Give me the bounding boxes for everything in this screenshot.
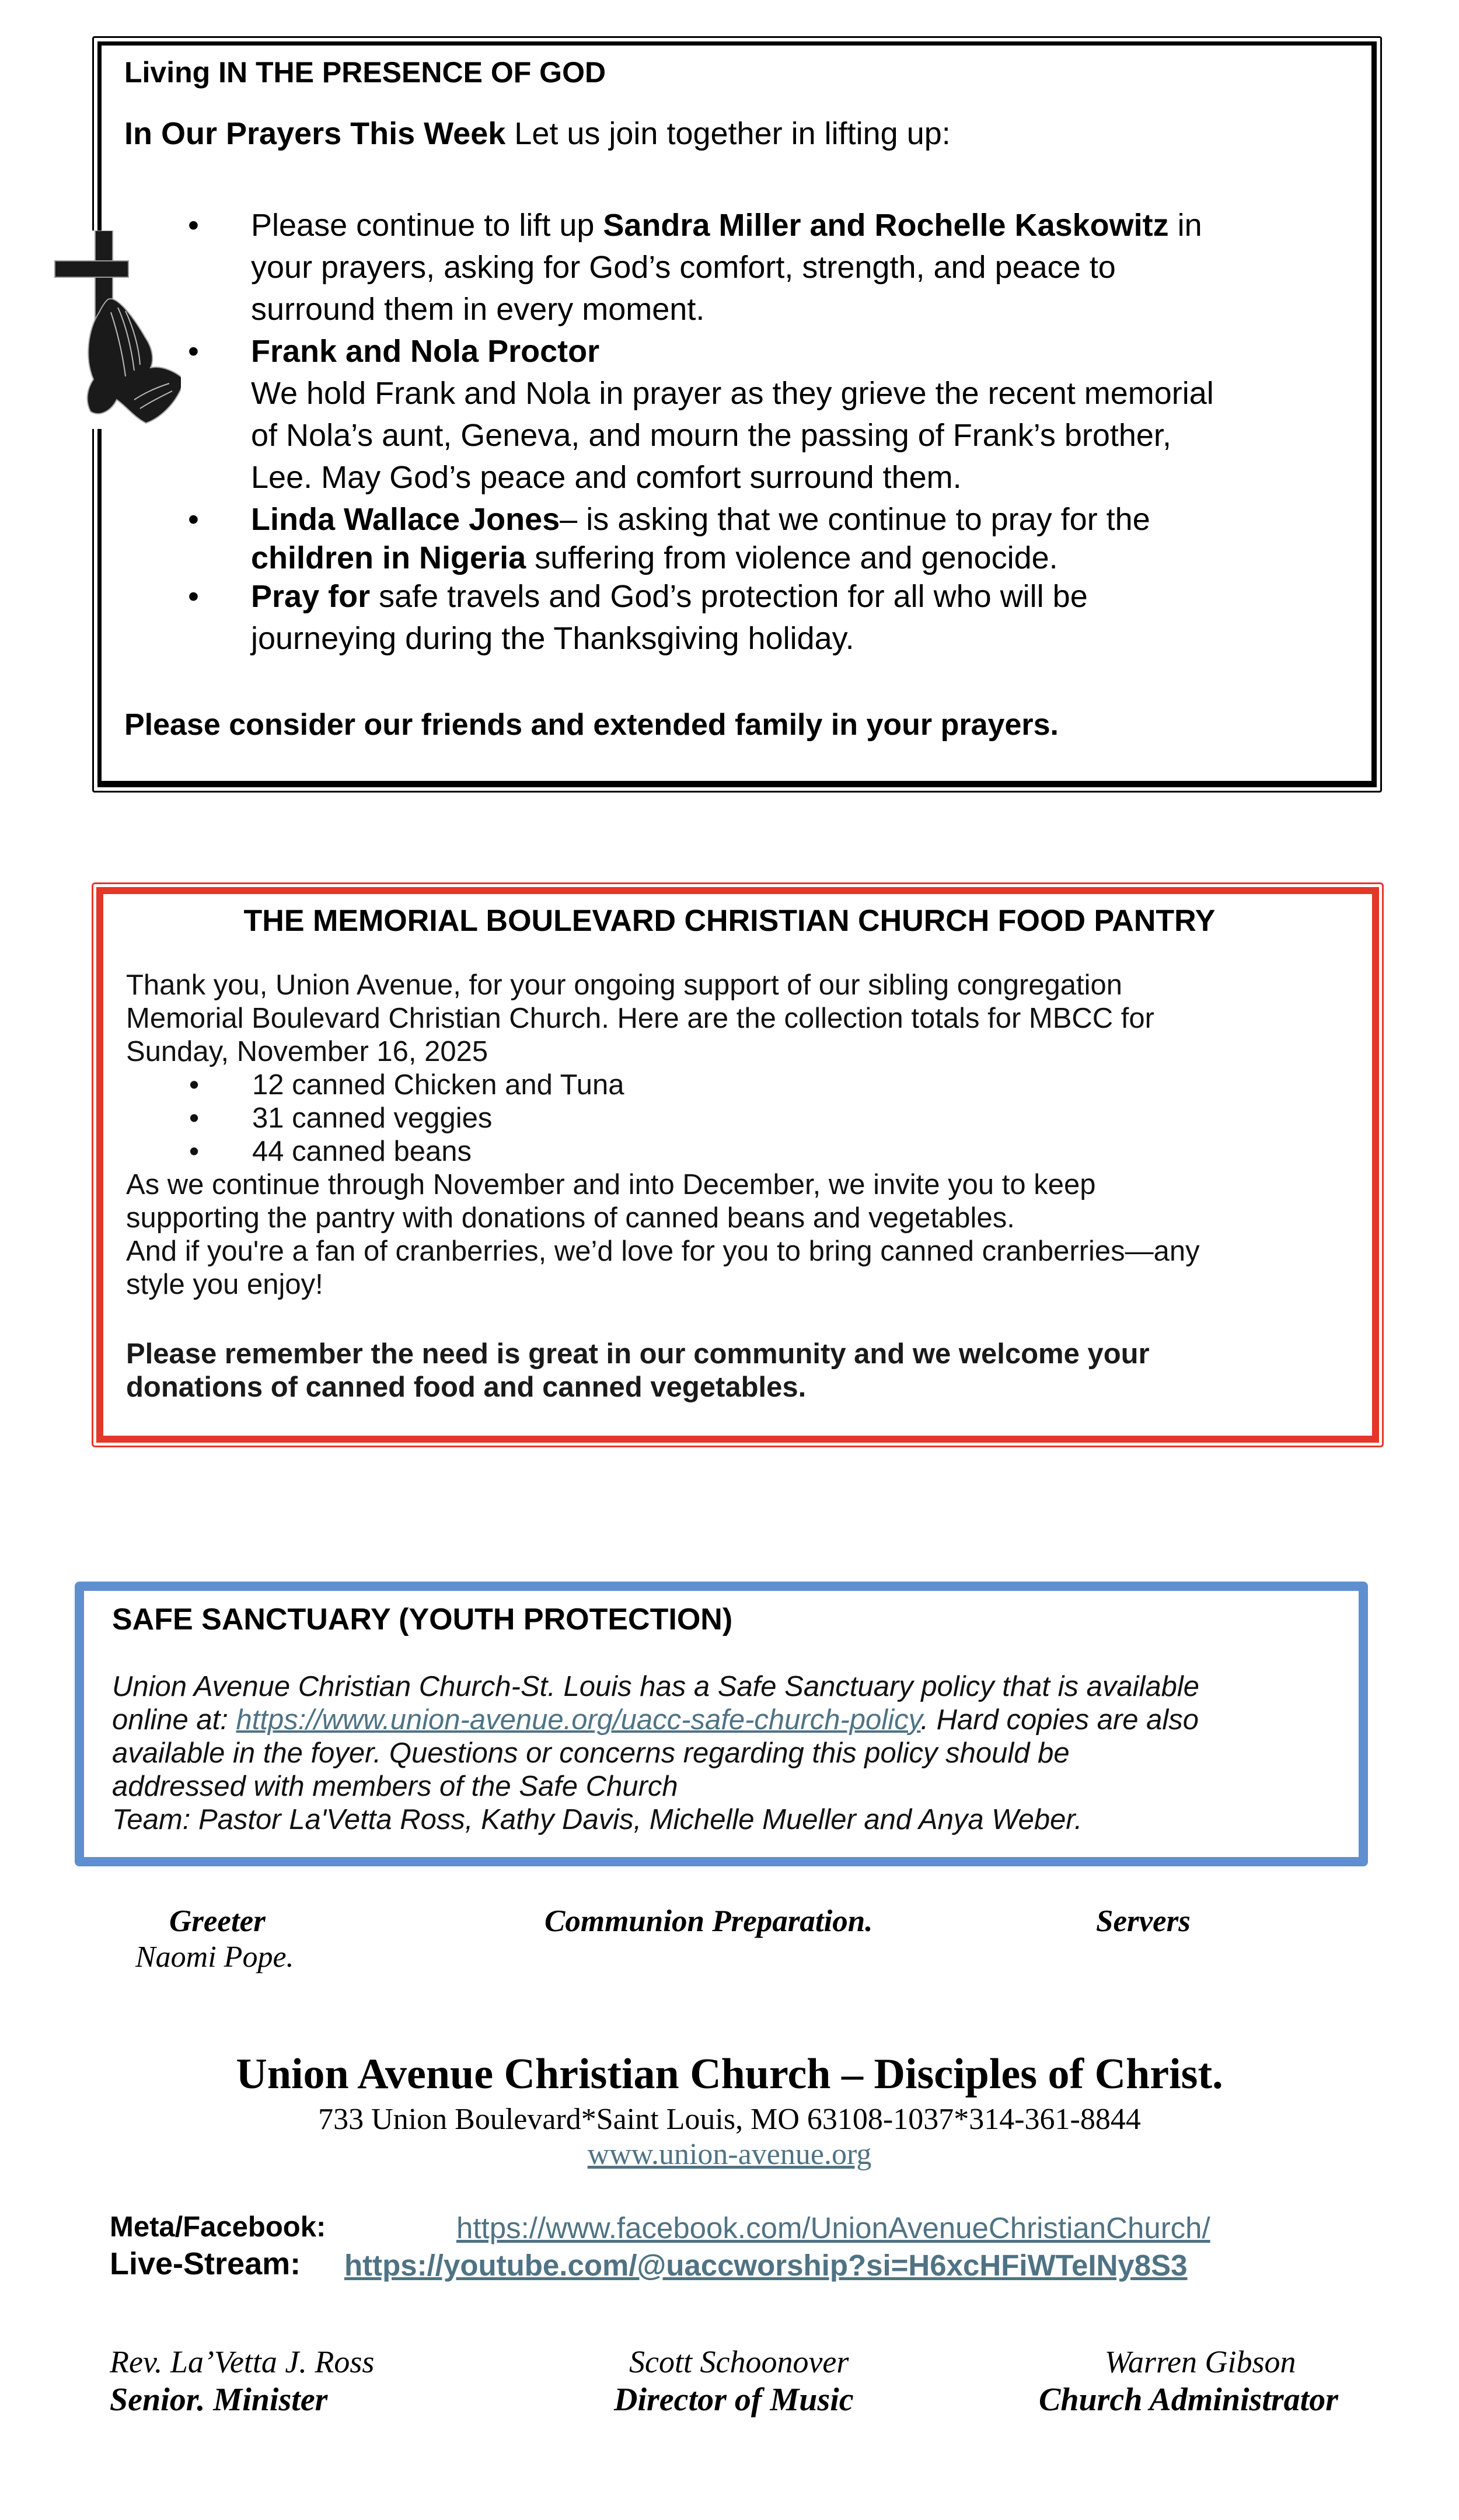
prayer-section-title: Living IN THE PRESENCE OF GOD bbox=[124, 56, 606, 89]
food-pantry-text: And if you're a fan of cranberries, we’d love for you to bring canned cranberries—any bbox=[126, 1235, 1200, 1267]
collection-totals-list bbox=[126, 1069, 1340, 1168]
communion-preparation-label: Communion Preparation. bbox=[544, 1904, 873, 1938]
cross-praying-hands-icon bbox=[53, 231, 181, 429]
staff-title-administrator: Church Administrator bbox=[1039, 2382, 1339, 2418]
collection-date: Sunday, November 16, 2025 bbox=[126, 1036, 488, 1067]
food-pantry-text: As we continue through November and into December, we invite you to keep bbox=[126, 1169, 1096, 1200]
bullet: • bbox=[188, 208, 199, 243]
bullet: • bbox=[189, 1069, 200, 1101]
food-pantry-text: Memorial Boulevard Christian Church. Here are the collection totals for MBCC for bbox=[126, 1003, 1154, 1034]
safe-sanctuary-text: Union Avenue Christian Church-St. Louis has a Safe Sanctuary policy that is available bbox=[112, 1671, 1200, 1702]
safe-sanctuary-text: online at: bbox=[112, 1704, 236, 1736]
prayer-item-text: We hold Frank and Nola in prayer as they grieve the recent memorial bbox=[251, 376, 1214, 411]
prayer-item-text: safe travels and God’s protection for all who will be bbox=[370, 579, 1088, 614]
staff-title-minister: Senior. Minister bbox=[110, 2382, 328, 2418]
safe-sanctuary-text: available in the foyer. Questions or concerns regarding this policy should be bbox=[112, 1737, 1070, 1769]
church-name: Union Avenue Christian Church – Disciples of Christ. bbox=[236, 2050, 1223, 2098]
prayer-item-emphasis: children in Nigeria bbox=[251, 540, 526, 575]
prayer-item-proctor bbox=[175, 330, 1342, 498]
church-website bbox=[0, 2137, 1459, 2172]
prayer-item-text: Please continue to lift up bbox=[251, 208, 603, 243]
collection-total-item bbox=[126, 1135, 1340, 1168]
safe-church-team: Team: Pastor La'Vetta Ross, Kathy Davis, Michelle Mueller and Anya Weber. bbox=[112, 1804, 1083, 1835]
church-website-link[interactable]: www.union-avenue.org bbox=[587, 2138, 872, 2171]
facebook-label: Meta/Facebook: bbox=[110, 2211, 326, 2243]
prayer-list bbox=[175, 204, 1342, 659]
staff-name-administrator: Warren Gibson bbox=[1105, 2344, 1296, 2379]
greeter-name: Naomi Pope. bbox=[135, 1940, 294, 1974]
servers-label: Servers bbox=[1096, 1904, 1191, 1938]
staff-name-music: Scott Schoonover bbox=[629, 2344, 849, 2379]
prayer-item-text: of Nola’s aunt, Geneva, and mourn the passing of Frank’s brother, bbox=[251, 418, 1171, 453]
safe-sanctuary-text: addressed with members of the Safe Church bbox=[112, 1771, 678, 1802]
collection-total-label: 12 canned Chicken and Tuna bbox=[252, 1069, 624, 1101]
livestream-link[interactable]: https://youtube.com/@uaccworship?si=H6xcHFiWTeINy8S3 bbox=[344, 2249, 1188, 2282]
prayer-item-wallace-jones bbox=[175, 498, 1342, 575]
greeter-label: Greeter bbox=[169, 1904, 266, 1938]
food-pantry-text: supporting the pantry with donations of canned beans and vegetables. bbox=[126, 1202, 1015, 1234]
prayer-item-miller-kaskowitz bbox=[175, 204, 1342, 330]
prayer-intro-heading: In Our Prayers This Week bbox=[124, 116, 506, 151]
livestream-label: Live-Stream: bbox=[110, 2246, 301, 2281]
prayer-item-emphasis: Pray for bbox=[251, 579, 371, 614]
bullet: • bbox=[189, 1136, 200, 1167]
food-pantry-closing-text: donations of canned food and canned vegetables. bbox=[126, 1371, 807, 1403]
bullet: • bbox=[188, 579, 199, 614]
safe-sanctuary-body bbox=[112, 1670, 1349, 1837]
food-pantry-text: style you enjoy! bbox=[126, 1269, 323, 1300]
staff-title-music: Director of Music bbox=[614, 2382, 854, 2418]
prayer-item-text: your prayers, asking for God’s comfort, strength, and peace to bbox=[251, 250, 1116, 285]
prayer-closing: Please consider our friends and extended family in your prayers. bbox=[124, 708, 1059, 742]
food-pantry-body bbox=[126, 969, 1340, 1301]
collection-total-item bbox=[126, 1069, 1340, 1102]
prayer-item-travel bbox=[175, 575, 1342, 659]
church-address: 733 Union Boulevard*Saint Louis, MO 63108-1037*314-361-8844 bbox=[318, 2103, 1141, 2136]
facebook-link[interactable]: https://www.facebook.com/UnionAvenueChristianChurch/ bbox=[456, 2211, 1210, 2245]
prayer-item-text: Lee. May God’s peace and comfort surround them. bbox=[251, 460, 962, 495]
bullet: • bbox=[188, 334, 199, 369]
safe-church-policy-link[interactable]: https://www.union-avenue.org/uacc-safe-church-policy bbox=[236, 1704, 921, 1736]
prayer-item-text: suffering from violence and genocide. bbox=[526, 540, 1058, 575]
bullet: • bbox=[188, 502, 199, 537]
staff-name-minister: Rev. La’Vetta J. Ross bbox=[110, 2344, 375, 2379]
bullet: • bbox=[189, 1102, 200, 1134]
prayer-intro-text: Let us join together in lifting up: bbox=[505, 116, 951, 151]
prayer-intro bbox=[124, 116, 951, 152]
food-pantry-text: Thank you, Union Avenue, for your ongoing support of our sibling congregation bbox=[126, 969, 1123, 1001]
prayer-item-text: in bbox=[1168, 208, 1202, 243]
safe-sanctuary-text: . Hard copies are also bbox=[920, 1704, 1199, 1736]
food-pantry-closing bbox=[126, 1338, 1340, 1404]
collection-total-label: 31 canned veggies bbox=[252, 1102, 493, 1134]
collection-total-item bbox=[126, 1102, 1340, 1135]
collection-total-label: 44 canned beans bbox=[252, 1136, 472, 1167]
prayer-item-names: Frank and Nola Proctor bbox=[251, 334, 600, 369]
prayer-item-text: journeying during the Thanksgiving holiday. bbox=[251, 621, 854, 656]
prayer-item-text: – is asking that we continue to pray for the bbox=[560, 502, 1150, 537]
food-pantry-title: THE MEMORIAL BOULEVARD CHRISTIAN CHURCH FOOD PANTRY bbox=[243, 904, 1216, 938]
prayer-item-names: Linda Wallace Jones bbox=[251, 502, 560, 537]
prayer-item-text: surround them in every moment. bbox=[251, 292, 705, 327]
safe-sanctuary-title: SAFE SANCTUARY (YOUTH PROTECTION) bbox=[112, 1603, 733, 1636]
prayer-item-names: Sandra Miller and Rochelle Kaskowitz bbox=[603, 208, 1169, 243]
food-pantry-closing-text: Please remember the need is great in our community and we welcome your bbox=[126, 1338, 1150, 1370]
